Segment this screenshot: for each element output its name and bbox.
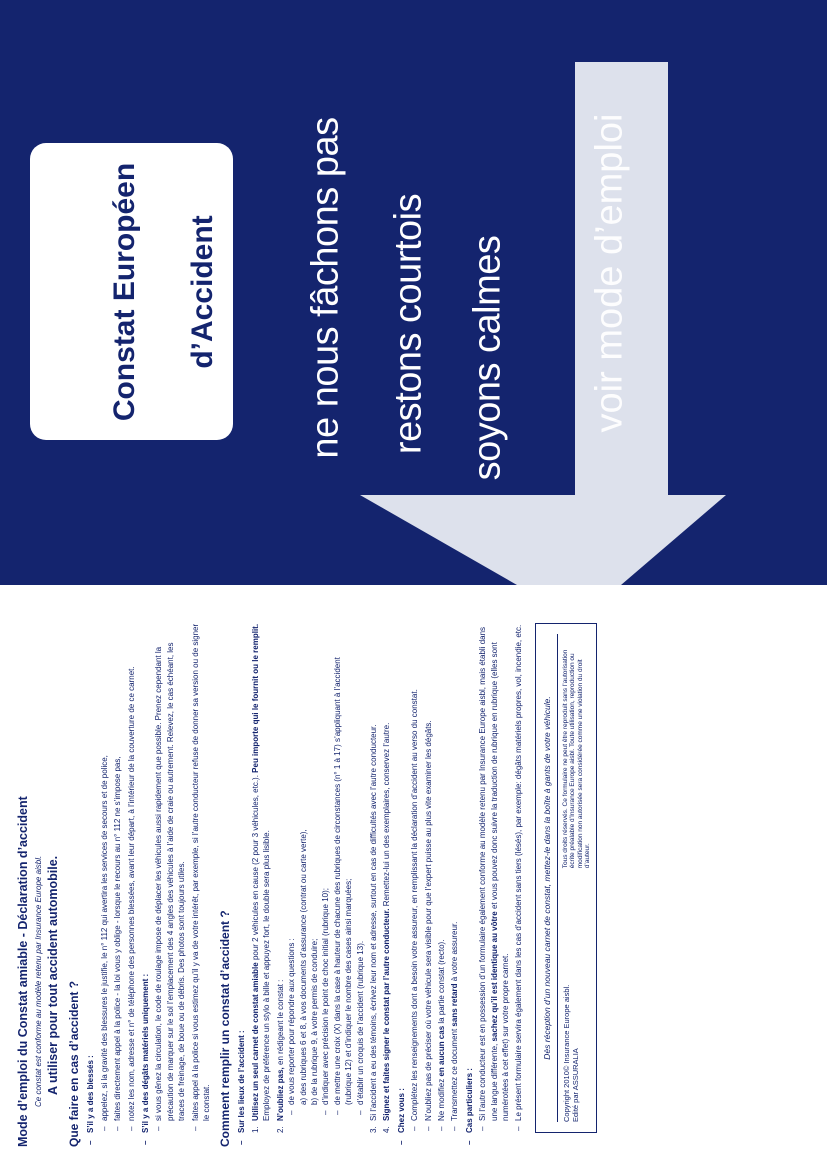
list-item: – Le présent formulaire servira également dans les cas d’accident sans tiers (lésés), par exemple: dégâts matériels propres, vol, incendie, etc. <box>513 623 524 1147</box>
list-item: b) de la rubrique 9, à votre permis de conduire; <box>309 938 319 1105</box>
step-number: 1. <box>250 1126 260 1133</box>
list-item <box>409 623 420 1147</box>
list-item: – faites directement appel à la police - la loi vous y oblige - lorsque le recours au n° 112 ne s’impose pas, <box>112 623 123 1147</box>
step-3 <box>368 623 379 1147</box>
copyright-line-1: Copyright 2010© Insurance Europe aisbl. <box>561 984 571 1122</box>
slogan-3: soyons calmes <box>466 235 509 481</box>
instructions-panel <box>0 585 827 1169</box>
text: Si l’autre conducteur est en possession d’un formulaire également conforme au modèle retenu par Insurance Europe aisbl, mais établi dans une langue différente, <box>478 626 499 1121</box>
list-item: a) des rubriques 6 et 8, à vos documents d’assurance (contrat ou carte verte), <box>298 829 308 1105</box>
cover-title-line1: Constat Européen <box>108 162 141 422</box>
notice-footer <box>558 634 592 1122</box>
list-item <box>449 623 460 1147</box>
step-number: 4. <box>382 1126 392 1133</box>
step-3-text: Si l’accident a eu des témoins, écrivez leur nom et adresse, surtout en cas de difficultés avec l’autre conducteur. <box>368 724 378 1121</box>
section-how-to-fill-title: Comment remplir un constat d’accident ? <box>218 910 233 1147</box>
list-item: – d’établir un croquis de l’accident (rubrique 13). <box>355 623 366 1147</box>
step-4-text: Remettez-lui un des exemplaires, conservez l’autre. <box>382 722 392 909</box>
list-item: – d’indiquer avec précision le point de choc initial (rubrique 10); <box>320 623 331 1147</box>
text: N’oubliez pas de préciser où votre véhicule sera visible pour que l’expert puisse au plus vite examiner les dégâts. <box>423 720 433 1121</box>
bold-text: sans retard <box>450 983 460 1027</box>
copyright-line-2: Edité par ASSURALIA <box>570 1048 580 1122</box>
rights-notice: Tous droits réservés. Ce formulaire ne peut être reproduit sans l’autorisation écrite préalable d’Insurance Europe aisbl. Toute utilisation, reproduction ou modification non autorisée sera considérée comme une violation du droit d’auteur. <box>561 649 592 869</box>
step-number: 3. <box>368 1126 378 1133</box>
injured-heading: – S’il y a des blessés : <box>85 623 96 1147</box>
instructions-content <box>0 609 827 1169</box>
list-item: – notez les nom, adresse et n° de téléphone des personnes blessées, avant leur départ, à l’intérieur de la couverture de ce carnet. <box>126 623 137 1147</box>
list-item: – si vous gênez la circulation, le code de roulage impose de déplacer les véhicules aussi rapidement que possible. Prenez cependant la précaution de marquer sur le sol l’emplacement des 4 angles des véhicules à l’aide de craie ou autrement. Relevez, le cas échéant, les traces de freinage, de boue ou de débris. Des photos sont toujours utiles. <box>153 623 187 1147</box>
text: et vous pouvez donc suivre la traduction de rubrique en rubrique (elles sont numérotées à cet effet) sur votre propre carnet. <box>489 642 510 1121</box>
arrow-label: voir mode d’emploi <box>588 113 631 433</box>
notice-text: Dès réception d’un nouveau carnet de constat, mettez-le dans la boîte à gants de votre véhicule. <box>542 634 558 1122</box>
step-1-text-2: Employez de préférence un stylo à bille et appuyez fort, le double sera plus lisible. <box>262 830 272 1121</box>
text: Ne modifiez <box>436 1076 446 1121</box>
doc-headline: A utiliser pour tout accident automobile. <box>46 855 61 1095</box>
bold-text: sachez qu’il est identique au vôtre <box>489 911 499 1042</box>
step-number: 2. <box>275 1126 285 1133</box>
down-arrow-icon <box>360 62 730 585</box>
step-2-bold: N’oubliez pas, <box>275 1067 285 1121</box>
title-card <box>30 143 233 440</box>
doc-subtitle: Ce constat est conforme au modèle retenu par Insurance Europe aisbl. <box>34 855 43 1107</box>
section-what-to-do-title: Que faire en cas d’accident ? <box>67 980 82 1147</box>
list-item <box>477 623 511 1147</box>
copyright <box>562 888 592 1122</box>
slogan-1: ne nous fâchons pas <box>304 117 347 459</box>
text: à votre assureur. <box>450 921 460 984</box>
step-1-bold-2: Peu importe qui le fournit ou le remplit. <box>250 623 260 773</box>
step-4-bold: Signez et faites signer le constat par l’autre conducteur. <box>382 908 392 1121</box>
cover-title-line2: d’Accident <box>186 215 219 369</box>
step-2 <box>275 623 286 1147</box>
list-item: – de vous reporter pour répondre aux questions : <box>286 623 297 1147</box>
list-item: – de mettre une croix (X) dans la case à hauteur de chacune des rubriques de circonstances (n° 1 à 17) s’appliquant à l’accident (rubrique 12) et d’indiquer le nombre des cases ainsi marquées; <box>332 623 355 1147</box>
special-heading: – Cas particuliers : <box>464 623 475 1147</box>
step-2-text: en rédigeant le constat : <box>275 979 285 1068</box>
bold-text: en aucun cas <box>436 1025 446 1077</box>
list-item: – appelez, si la gravité des blessures le justifie, le n° 112 qui avertira les services de secours et de police, <box>99 623 110 1147</box>
onsite-heading: – Sur les lieux de l’accident : <box>236 623 247 1147</box>
text: Complétez les renseignements dont a besoin votre assureur, en remplissant la déclaration d’accident au verso du constat. <box>410 689 420 1121</box>
damage-heading: – S’il y a des dégâts matériels uniquement : <box>140 623 151 1147</box>
text: la partie constat (recto). <box>436 939 446 1026</box>
step-1-text: pour 2 véhicules en cause (2 pour 3 véhicules, etc.). <box>250 772 260 963</box>
list-item <box>423 623 434 1147</box>
home-heading: – Chez vous : <box>396 623 407 1147</box>
notice-box <box>535 623 597 1133</box>
step-1 <box>250 623 273 1147</box>
step-1-bold: Utilisez un seul carnet de constat amiable <box>250 962 260 1121</box>
text: Transmettez ce document <box>450 1026 460 1121</box>
slogan-2: restons courtois <box>387 193 430 455</box>
step-4 <box>381 623 392 1147</box>
list-item: – faites appel à la police si vous estimez qu’il y va de votre intérêt, par exemple, si l’autre conducteur refuse de donner sa version ou de signer le constat. <box>190 623 213 1147</box>
doc-title: Mode d’emploi du Constat amiable - Déclaration d’accident <box>16 796 30 1147</box>
list-item <box>436 623 447 1147</box>
